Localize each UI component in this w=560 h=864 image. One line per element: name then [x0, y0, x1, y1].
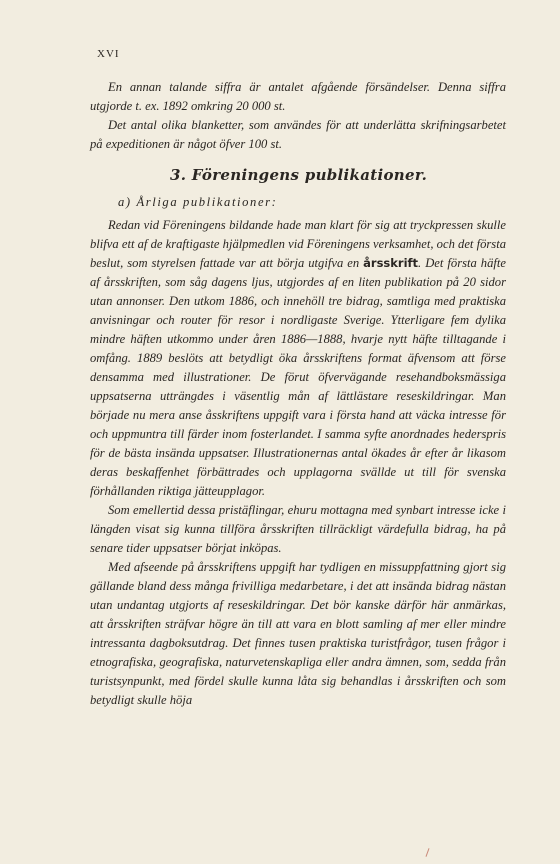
body-text: [90, 216, 506, 710]
page-number: XVI: [97, 48, 120, 60]
ink-mark: [425, 848, 429, 857]
subsection-heading: a) Årliga publikationer:: [118, 195, 278, 209]
body-paragraph-1-start: Redan vid Föreningens bildande hade man klart för sig att tryckpressen skulle blifva ett af de kraftigaste hjälpmedlen vid Föreningens verksamhet, och det första beslut, som styrelsen fattade var att börja utgifva en: [90, 218, 506, 270]
body-paragraph-1-rest: . Det första häfte af årsskriften, som såg dagens ljus, utgjordes af en liten publikation på 20 sidor utan annonser. Den utkom 1886, och innehöll tre bidrag, samtliga med praktiska anvisningar och router för resor i nordligaste Sverige. Ytterligare fem dylika mindre häften utkommo under åren 1886—1888, hvarje nytt häfte tilltagande i omfång. 1889 beslöts att betydligt öka årsskriftens format äfvensom att förse densamma med illustrationer. De förut öfvervägande resehandboksmässiga uppsatserna utträngdes i väsentlig mån af lättlästare reseskildringar. Man började nu mera anse åsskriftens uppgift vara i första hand att väcka intresse för och uppmuntra till färder inom fosterlandet. I samma syfte anordnades hederspris för de bästa insända uppsatser. Illustrationernas antal ökades år efter år likasom deras beskaffenhet förbättrades och upplagorna svällde ut till för svenska förhållanden riktiga jätteupplagor.: [90, 256, 506, 498]
section-heading: 3. Föreningens publikationer.: [170, 166, 428, 184]
intro-paragraph-1: En annan talande siffra är antalet afgående försändelser. Denna siffra utgjorde t. ex. 1892 omkring 20 000 st.: [90, 80, 506, 113]
intro-text: [90, 78, 506, 154]
body-paragraph-2: Som emellertid dessa pristäflingar, ehuru mottagna med synbart intresse icke i längden visat sig kunna tillföra årsskriften tillräckligt värdefulla bidrag, ha på senare tider uppsatser börjat inköpas.: [90, 503, 506, 555]
body-paragraph-3: Med afseende på årsskriftens uppgift har tydligen en missuppfattning gjort sig gällande bland dess många frivilliga medarbetare, i det att insända bidrag nästan utan undantag utgjorts af reseskildringar. Det bör kanske därför här anmärkas, att årsskriften sträfvar högre än till att vara en blott samling af mer eller mindre intressanta dagboksutdrag. Det finnes tusen praktiska turistfrågor, tusen frågor i etnografiska, geografiska, naturvetenskapliga eller andra ämnen, som, sedda från turistsynpunkt, med fördel skulle kunna låta sig behandlas i årsskriften och som betydligt skulle höja: [90, 560, 506, 707]
intro-paragraph-2: Det antal olika blanketter, som användes för att underlätta skrifningsarbetet på expeditionen är något öfver 100 st.: [90, 118, 506, 151]
annual-journal-term: årsskrift: [363, 256, 419, 270]
body-paragraph-1: [90, 216, 506, 501]
